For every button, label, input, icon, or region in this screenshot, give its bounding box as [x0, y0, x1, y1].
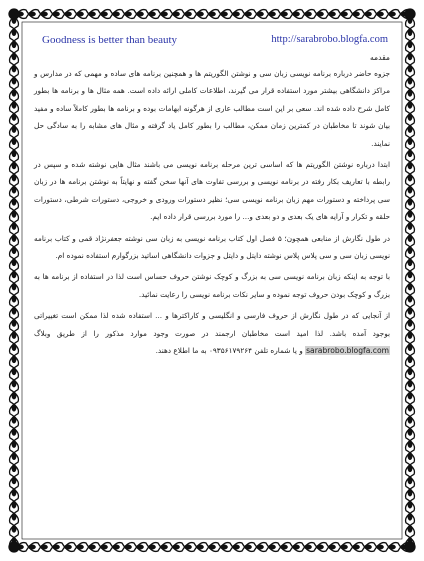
- border-knot: [149, 12, 155, 16]
- border-knot: [149, 545, 155, 549]
- border-knot: [173, 12, 179, 16]
- border-knot: [408, 308, 412, 314]
- border-knot: [408, 102, 412, 108]
- border-knot: [408, 259, 412, 265]
- border-knot: [408, 514, 412, 520]
- border-knot: [197, 12, 203, 16]
- border-knot: [12, 235, 16, 241]
- paragraph-contact: [34, 307, 390, 359]
- border-knot: [12, 53, 16, 59]
- border-knot: [329, 12, 335, 16]
- document-title: مقدمه: [369, 53, 390, 62]
- border-knot: [245, 545, 251, 549]
- border-knot: [12, 199, 16, 205]
- border-knot: [53, 12, 59, 16]
- border-knot: [408, 150, 412, 156]
- border-knot: [137, 12, 143, 16]
- border-knot: [12, 429, 16, 435]
- border-knot: [353, 545, 359, 549]
- border-knot: [12, 126, 16, 132]
- blog-link[interactable]: sarabrobo.blogfa.com: [306, 346, 389, 356]
- border-knot: [12, 211, 16, 217]
- border-knot: [269, 545, 275, 549]
- border-knot: [281, 12, 287, 16]
- border-knot: [12, 186, 16, 192]
- border-knot: [281, 545, 287, 549]
- paragraph-intro: جزوه حاضر درباره برنامه نویسی زبان سی و نوشتن الگوریتم ها و همچنین برنامه های ساده و مهمی که در مدارس و مراکز دانشگاهی بیشتر مورد استفاده قرار می گیرند، اطلاعات کاملی ارائه داده است. همه مثال ها و برنامه ها بطور کامل شرح داده شده اند. سعی بر این است مطالب عاری از هرگونه ابهامات بوده و برنامه ها بطور کاملاً ساده و مفید بیان شوند تا مخاطبان در کمترین زمان ممکن، مطالب را بطور کامل یاد گرفته و مثال های مشابه را به سادگی حل نمایند.: [34, 69, 390, 148]
- border-knot: [12, 295, 16, 301]
- border-knot: [389, 12, 395, 16]
- border-knot: [41, 545, 47, 549]
- border-knot: [12, 320, 16, 326]
- border-knot: [125, 545, 131, 549]
- border-knot: [209, 12, 215, 16]
- border-knot: [12, 223, 16, 229]
- border-knot: [101, 545, 107, 549]
- border-knot: [408, 235, 412, 241]
- border-knot: [12, 380, 16, 386]
- border-knot: [408, 320, 412, 326]
- contact-text: از آنجایی که در طول نگارش از حروف فارسی و انگلیسی و کاراکترها و ... استفاده شده لذا ممکن است تغییراتی بوجود آمده باشد. لذا امید است مخاطبان ارجمند در صورت وجود موارد مذکور را از طریق وبلاگ: [34, 311, 390, 338]
- corner-ornament: [9, 542, 19, 552]
- border-knot: [12, 332, 16, 338]
- border-knot: [12, 162, 16, 168]
- border-knot: [12, 501, 16, 507]
- border-knot: [408, 211, 412, 217]
- border-knot: [377, 12, 383, 16]
- border-knot: [12, 114, 16, 120]
- border-knot: [408, 41, 412, 47]
- border-knot: [65, 12, 71, 16]
- border-knot: [365, 12, 371, 16]
- border-knot: [408, 489, 412, 495]
- border-knot: [245, 12, 251, 16]
- border-knot: [408, 223, 412, 229]
- border-knot: [408, 356, 412, 362]
- border-knot: [12, 77, 16, 83]
- border-knot: [408, 344, 412, 350]
- border-knot: [293, 12, 299, 16]
- border-knot: [41, 12, 47, 16]
- border-knot: [113, 12, 119, 16]
- corner-ornament: [9, 9, 19, 19]
- border-knot: [89, 545, 95, 549]
- document-body: [34, 50, 390, 364]
- border-knot: [12, 102, 16, 108]
- border-knot: [408, 465, 412, 471]
- border-knot: [408, 247, 412, 253]
- border-knot: [408, 126, 412, 132]
- border-knot: [12, 392, 16, 398]
- border-knot: [365, 545, 371, 549]
- border-knot: [161, 545, 167, 549]
- border-knot: [12, 404, 16, 410]
- border-knot: [408, 453, 412, 459]
- blog-url: http://sarabrobo.blogfa.com: [271, 34, 388, 45]
- border-knot: [305, 545, 311, 549]
- border-knot: [209, 545, 215, 549]
- border-knot: [408, 380, 412, 386]
- border-knot: [113, 545, 119, 549]
- border-knot: [12, 453, 16, 459]
- paragraph-algorithms: ابتدا درباره نوشتن الگوریتم ها که اساسی ترین مرحله برنامه نویسی می باشند مثال هایی نوشته شده و سپس در رابطه با تعاریف بکار رفته در برنامه نویسی و بررسی تفاوت های آنها سخن گفته و نهایتاً به نوشتن برنامه ها در زبان سی پرداخته و دستورات مهم زبان برنامه نویسی سی؛ نظیر دستورات ورودی و خروجی، دستورات شرطی، دستورات حلقه و تکرار و آرایه های یک بعدی و دو بعدی و... را مورد بررسی قرار داده ایم.: [34, 160, 390, 222]
- page-header: [30, 34, 394, 48]
- border-knot: [12, 465, 16, 471]
- border-knot: [408, 283, 412, 289]
- border-knot: [408, 199, 412, 205]
- contact-suffix: به ما اطلاع دهند.: [155, 346, 209, 356]
- border-knot: [408, 186, 412, 192]
- border-knot: [408, 90, 412, 96]
- border-knot: [353, 12, 359, 16]
- border-knot: [77, 12, 83, 16]
- border-knot: [408, 138, 412, 144]
- border-knot: [12, 344, 16, 350]
- border-knot: [221, 545, 227, 549]
- corner-ornament: [405, 542, 415, 552]
- border-knot: [185, 545, 191, 549]
- border-knot: [408, 53, 412, 59]
- border-knot: [125, 12, 131, 16]
- border-knot: [305, 12, 311, 16]
- border-knot: [29, 545, 35, 549]
- border-knot: [257, 545, 263, 549]
- border-knot: [12, 441, 16, 447]
- border-knot: [408, 441, 412, 447]
- border-knot: [329, 545, 335, 549]
- border-knot: [12, 368, 16, 374]
- border-knot: [197, 545, 203, 549]
- border-knot: [341, 545, 347, 549]
- border-knot: [317, 545, 323, 549]
- border-knot: [12, 259, 16, 265]
- phone-number: ۰۹۳۵۶۱۷۹۲۶۴: [208, 346, 253, 356]
- paragraph-sources: در طول نگارش از منابعی همچون؛ ۵ فصل اول کتاب برنامه نویسی به زبان سی نوشته جعفرنژاد قمی و کتاب برنامه نویسی زبان سی و سی پلاس پلاس نوشته دایتل و دایتل و جزوات دانشگاهی اساتید بزرگوارم استفاده نموده ام.: [34, 233, 390, 261]
- border-knot: [137, 545, 143, 549]
- border-knot: [408, 404, 412, 410]
- border-knot: [12, 477, 16, 483]
- border-knot: [12, 65, 16, 71]
- border-knot: [29, 12, 35, 16]
- border-knot: [293, 545, 299, 549]
- border-knot: [408, 392, 412, 398]
- border-knot: [12, 29, 16, 35]
- border-knot: [12, 271, 16, 277]
- border-knot: [233, 12, 239, 16]
- border-knot: [377, 545, 383, 549]
- border-knot: [12, 356, 16, 362]
- contact-prefix: و یا شماره تلفن: [254, 346, 306, 356]
- border-knot: [408, 174, 412, 180]
- border-knot: [89, 12, 95, 16]
- border-knot: [341, 12, 347, 16]
- border-knot: [12, 526, 16, 532]
- border-knot: [65, 545, 71, 549]
- border-knot: [12, 41, 16, 47]
- border-knot: [101, 12, 107, 16]
- border-knot: [12, 174, 16, 180]
- border-knot: [257, 12, 263, 16]
- border-knot: [408, 114, 412, 120]
- border-knot: [408, 477, 412, 483]
- border-knot: [53, 545, 59, 549]
- border-knot: [161, 12, 167, 16]
- motto-text: Goodness is better than beauty: [42, 34, 178, 46]
- border-knot: [269, 12, 275, 16]
- border-knot: [173, 545, 179, 549]
- border-knot: [317, 12, 323, 16]
- border-knot: [408, 295, 412, 301]
- border-knot: [12, 514, 16, 520]
- border-knot: [12, 90, 16, 96]
- border-knot: [408, 332, 412, 338]
- border-knot: [12, 283, 16, 289]
- border-knot: [12, 150, 16, 156]
- corner-ornament: [405, 9, 415, 19]
- border-knot: [12, 138, 16, 144]
- border-knot: [233, 545, 239, 549]
- border-knot: [389, 545, 395, 549]
- border-knot: [408, 368, 412, 374]
- border-knot: [12, 417, 16, 423]
- border-knot: [408, 77, 412, 83]
- border-knot: [77, 545, 83, 549]
- border-knot: [408, 162, 412, 168]
- border-knot: [408, 417, 412, 423]
- border-knot: [12, 489, 16, 495]
- border-knot: [408, 271, 412, 277]
- border-knot: [12, 308, 16, 314]
- border-knot: [408, 501, 412, 507]
- border-knot: [408, 65, 412, 71]
- border-knot: [408, 29, 412, 35]
- border-knot: [12, 247, 16, 253]
- border-knot: [408, 526, 412, 532]
- paragraph-case-sensitivity: با توجه به اینکه زبان برنامه نویسی سی به بزرگ و کوچک نوشتن حروف حساس است لذا در استفاده از برنامه ها به بزرگ و کوچک بودن حروف توجه نموده و سایر نکات برنامه نویسی را رعایت نمائید.: [34, 272, 390, 299]
- border-knot: [221, 12, 227, 16]
- border-knot: [185, 12, 191, 16]
- border-knot: [408, 429, 412, 435]
